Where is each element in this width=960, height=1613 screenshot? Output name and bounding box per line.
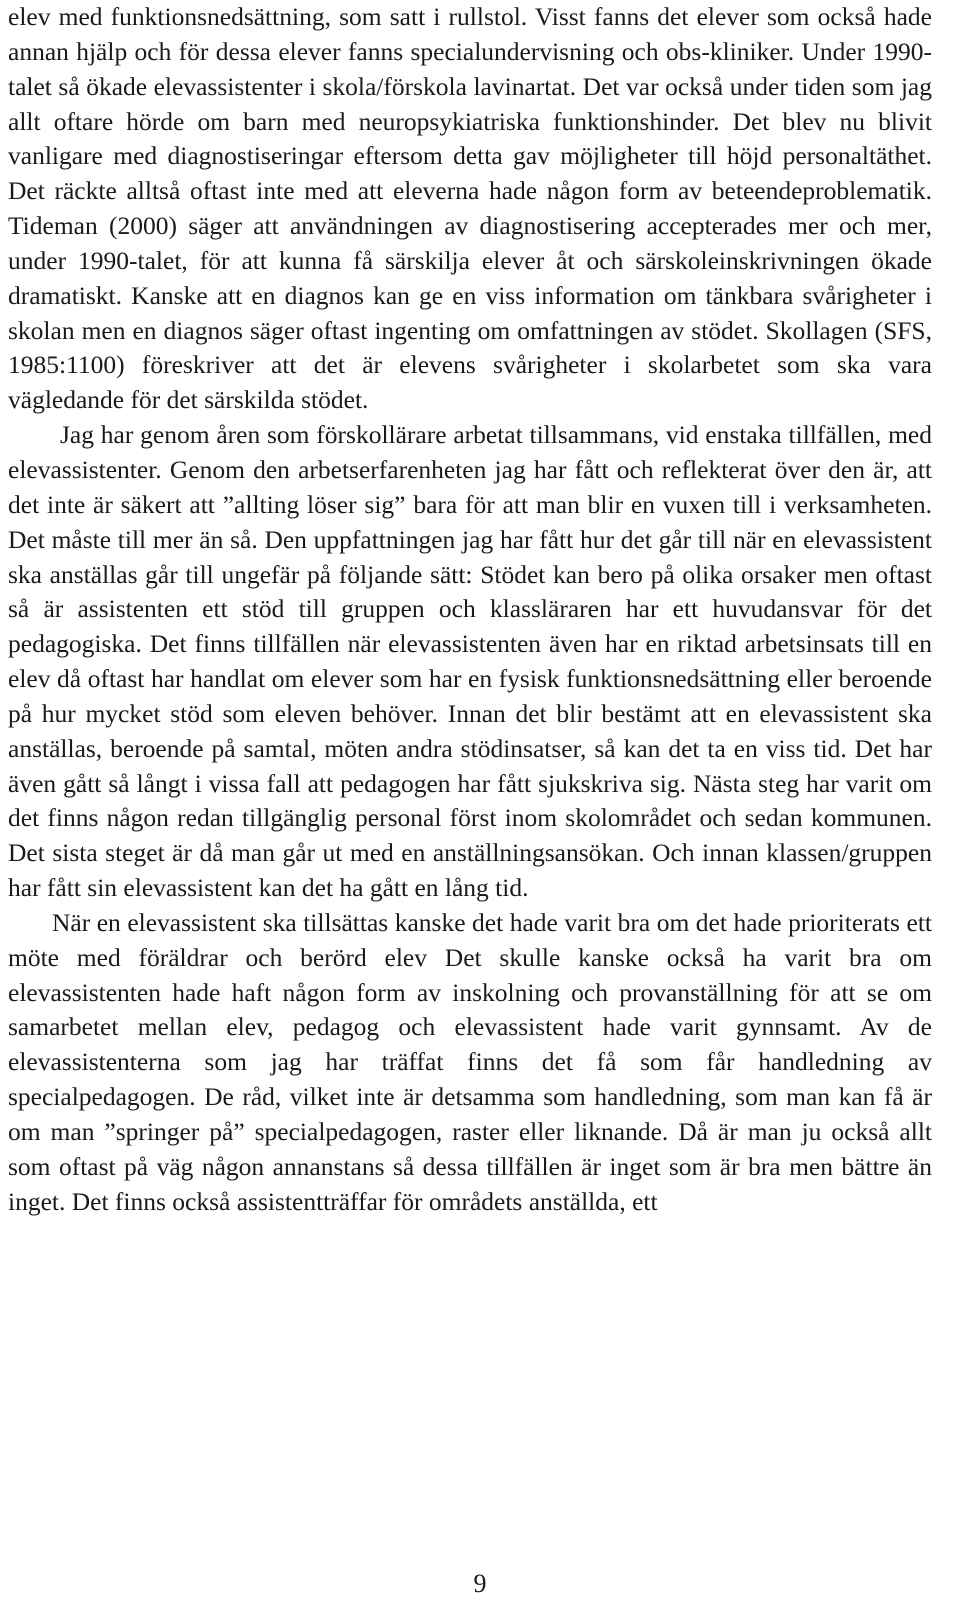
paragraph-3: När en elevassistent ska tillsättas kanske det hade varit bra om det hade prioriterats ett möte med föräldrar och berörd elev Det skulle kanske också ha varit bra om elevassistenten hade haft någon form av inskolning och provanställning för att se om samarbetet mellan elev, pedagog och elevassistent hade varit gynnsamt. Av de elevassistenterna som jag har träffat finns det få som får handledning av specialpedagogen. De råd, vilket inte är detsamma som handledning, som man kan få är om man ”springer på” specialpedagogen, raster eller liknande. Då är man ju också allt som oftast på väg någon annanstans så dessa tillfällen är inget som är bra men bättre än inget. Det finns också assistentträffar för områdets anställda, ett [8, 907, 932, 1216]
paragraph-2: Jag har genom åren som förskollärare arbetat tillsammans, vid enstaka tillfällen, med elevassistenter. Genom den arbetserfarenheten jag har fått och reflekterat över den är, att det inte är säkert att ”allting löser sig” bara för att man blir en vuxen till i verksamheten. Det måste till mer än så. Den uppfattningen jag har fått hur det går till när en elevassistent ska anställas går till ungefär på följande sätt: Stödet kan bero på olika orsaker men oftast så är assistenten ett stöd till gruppen och klassläraren har ett huvudansvar för det pedagogiska. Det finns tillfällen när elevassistenten även har en riktad arbetsinsats till en elev då oftast har handlat om elever som har en fysisk funktionsnedsättning eller beroende på hur mycket stöd som eleven behöver. Innan det blir bestämt att en elevassistent ska anställas, beroende på samtal, möten andra stödinsatser, så kan det ta en viss tid. Det har även gått så långt i vissa fall att pedagogen har fått sjukskriva sig. Nästa steg har varit om det finns någon redan tillgänglig personal först inom skolområdet och sedan kommunen. Det sista steget är då man går ut med en anställningsansökan. Och innan klassen/gruppen har fått sin elevassistent kan det ha gått en lång tid. [8, 420, 932, 903]
body-text [8, 0, 932, 1220]
paragraph-1: elev med funktionsnedsättning, som satt i rullstol. Visst fanns det elever som också hade annan hjälp och för dessa elever fanns specialundervisning och obs-kliniker. Under 1990-talet så ökade elevassistenter i skola/förskola lavinartat. Det var också under tiden som jag allt oftare hörde om barn med neuropsykiatriska funktionshinder. Det blev nu blivit vanligare med diagnostiseringar eftersom detta gav möjligheter till höjd personaltäthet. Det räckte alltså oftast inte med att eleverna hade någon form av beteendeproblematik. Tideman (2000) säger att användningen av diagnostisering accepterades mer och mer, under 1990-talet, för att kunna få särskilja elever åt och särskoleinskrivningen ökade dramatiskt. Kanske att en diagnos kan ge en viss information om tänkbara svårigheter i skolan men en diagnos säger oftast ingenting om omfattningen av stödet. Skollagen (SFS, 1985:1100) föreskriver att det är elevens svårigheter i skolarbetet som ska vara vägledande för det särskilda stödet. [8, 2, 932, 415]
page-number: 9 [473, 1569, 487, 1598]
